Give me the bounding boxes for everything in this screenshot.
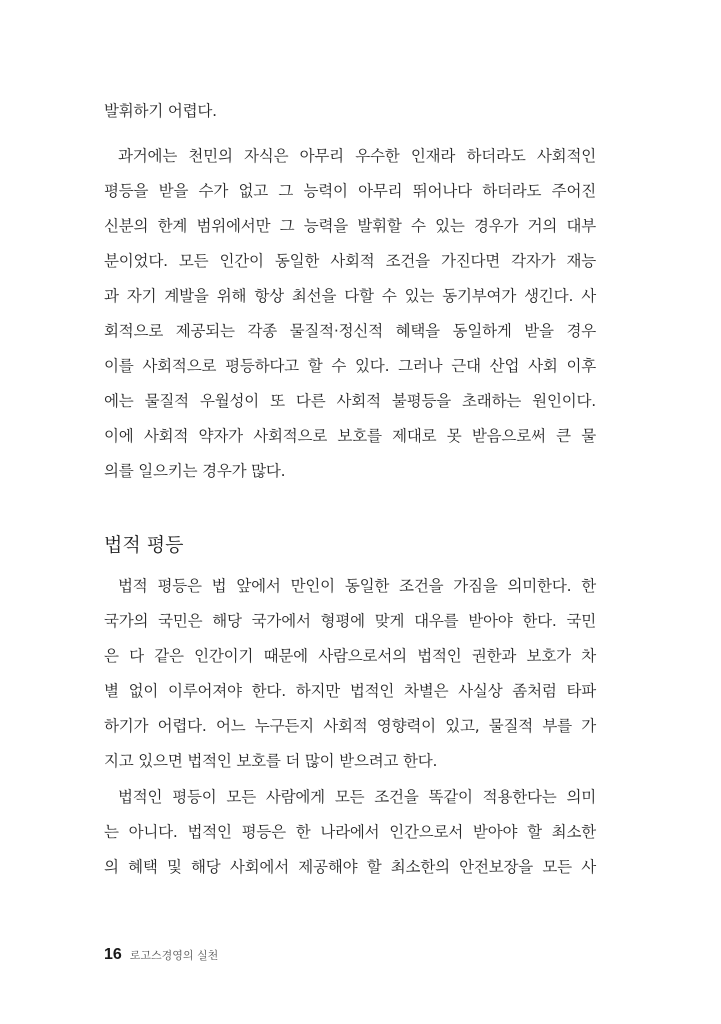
text-line: 평등을 받을 수가 없고 그 능력이 아무리 뛰어나다 하더라도 주어진 xyxy=(104,182,596,200)
text-line: 회적으로 제공되는 각종 물질적·정신적 혜택을 동일하게 받을 경우 xyxy=(104,322,596,340)
text-line: 분이었다. 모든 인간이 동일한 사회적 조건을 가진다면 각자가 재능 xyxy=(104,252,596,270)
text-line: 발휘하기 어렵다. xyxy=(104,102,217,120)
text-line: 하기가 어렵다. 어느 누구든지 사회적 영향력이 있고, 물질적 부를 가 xyxy=(104,717,596,735)
text-line: 는 아니다. 법적인 평등은 한 나라에서 인간으로서 받아야 할 최소한 xyxy=(104,823,596,841)
section-heading: 법적 평등 xyxy=(104,534,184,556)
text-line: 별 없이 이루어져야 한다. 하지만 법적인 차별은 사실상 좀처럼 타파 xyxy=(104,682,596,700)
text-line: 신분의 한계 범위에서만 그 능력을 발휘할 수 있는 경우가 거의 대부 xyxy=(104,217,596,235)
text-line: 과 자기 계발을 위해 항상 최선을 다할 수 있는 동기부여가 생긴다. 사 xyxy=(104,287,596,305)
text-line: 법적 평등은 법 앞에서 만인이 동일한 조건을 가짐을 의미한다. 한 xyxy=(118,577,596,595)
text-line: 에는 물질적 우월성이 또 다른 사회적 불평등을 초래하는 원인이다. xyxy=(104,392,596,410)
text-line: 이에 사회적 약자가 사회적으로 보호를 제대로 못 받음으로써 큰 물 xyxy=(104,427,596,445)
page-footer xyxy=(104,946,218,964)
text-line: 법적인 평등이 모든 사람에게 모든 조건을 똑같이 적용한다는 의미 xyxy=(118,788,596,806)
text-line: 이를 사회적으로 평등하다고 할 수 있다. 그러나 근대 산업 사회 이후 xyxy=(104,357,596,375)
page-number: 16 xyxy=(104,946,122,963)
text-line: 과거에는 천민의 자식은 아무리 우수한 인재라 하더라도 사회적인 xyxy=(118,147,596,165)
text-line: 의를 일으키는 경우가 많다. xyxy=(104,462,286,480)
text-line: 은 다 같은 인간이기 때문에 사람으로서의 법적인 권한과 보호가 차 xyxy=(104,647,596,665)
text-line: 국가의 국민은 해당 국가에서 형평에 맞게 대우를 받아야 한다. 국민 xyxy=(104,612,596,630)
text-line: 지고 있으면 법적인 보호를 더 많이 받으려고 한다. xyxy=(104,752,438,770)
running-title: 로고스경영의 실천 xyxy=(129,949,219,962)
text-line: 의 혜택 및 해당 사회에서 제공해야 할 최소한의 안전보장을 모든 사 xyxy=(104,858,596,876)
